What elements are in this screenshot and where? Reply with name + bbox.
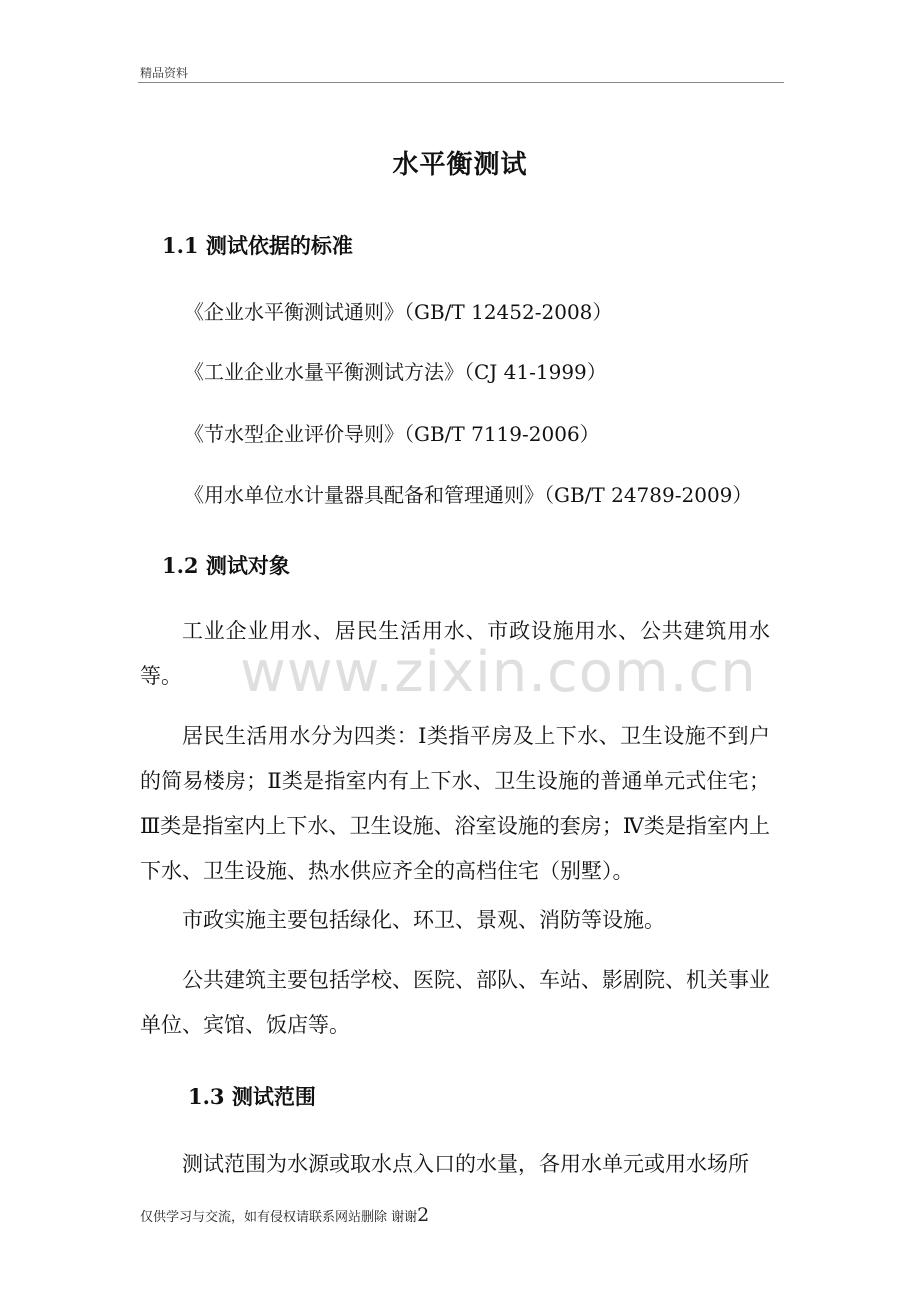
section-heading-1-3: 1.3 测试范围 [188,1084,316,1109]
paragraph: 公共建筑主要包括学校、医院、部队、车站、影剧院、机关事业单位、宾馆、饭店等。 [140,968,770,1037]
watermark: www.zixin.com.cn [240,640,757,705]
paragraph: 居民生活用水分为四类：Ⅰ类指平房及上下水、卫生设施不到户的简易楼房；Ⅱ类是指室内有上下水、卫生设施的普通单元式住宅；Ⅲ类是指室内上下水、卫生设施、浴室设施的套房；Ⅳ类是指室内上下水、卫生设施、热水供应齐全的高档住宅（别墅）。 [140,724,770,883]
standard-item: 《用水单位水计量器具配备和管理通则》（GB/T 24789-2009） [184,483,753,507]
standard-item: 《节水型企业评价导则》（GB/T 7119-2006） [184,422,600,446]
section-heading-1-2: 1.2 测试对象 [162,553,290,578]
section-heading-1-1: 1.1 测试依据的标准 [162,233,353,258]
standard-item: 《企业水平衡测试通则》（GB/T 12452-2008） [184,300,613,324]
paragraph: 测试范围为水源或取水点入口的水量，各用水单元或用水场所 [182,1152,749,1176]
header-label: 精品资料 [140,66,189,80]
paragraph: 市政实施主要包括绿化、环卫、景观、消防等设施。 [182,908,665,932]
page-number: 2 [417,1204,430,1226]
standard-item: 《工业企业水量平衡测试方法》（CJ 41-1999） [184,360,607,384]
paragraph: 工业企业用水、居民生活用水、市政设施用水、公共建筑用水等。 [140,619,770,688]
footer-text: 仅供学习与交流，如有侵权请联系网站删除 谢谢 [140,1210,418,1225]
footer [140,1204,429,1226]
document-title: 水平衡测试 [392,150,528,180]
header-divider [138,82,784,83]
